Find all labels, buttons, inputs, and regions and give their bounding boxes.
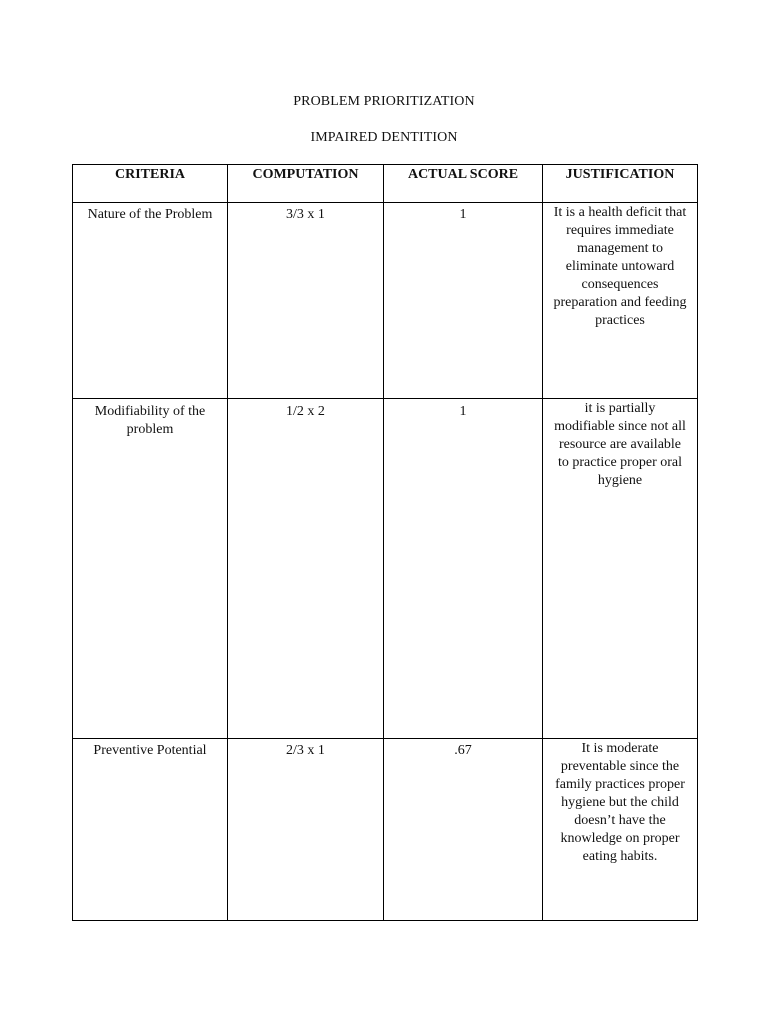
score-text: 1: [459, 404, 467, 419]
criteria-text: Modifiability of the problem: [94, 404, 206, 437]
header-justification: JUSTIFICATION: [543, 165, 698, 203]
justification-text: It is a health deficit that requires immediate management to eliminate untoward consequences preparation and feeding practices: [553, 205, 687, 328]
computation-text: 1/2 x 2: [286, 404, 325, 419]
score-cell: [384, 399, 543, 739]
table-row: [73, 739, 698, 921]
prioritization-table: [72, 164, 698, 921]
score-text: 1: [459, 207, 467, 222]
score-text: .67: [454, 743, 472, 758]
computation-cell: [228, 203, 384, 399]
header-computation: COMPUTATION: [228, 165, 384, 203]
justification-text: it is partially modifiable since not all resource are available to practice proper oral hygiene: [554, 401, 686, 488]
justification-cell: [543, 399, 698, 739]
justification-cell: [543, 739, 698, 921]
criteria-text: Preventive Potential: [93, 743, 207, 758]
score-cell: [384, 203, 543, 399]
computation-text: 2/3 x 1: [286, 743, 325, 758]
justification-text: It is moderate preventable since the family practices proper hygiene but the child doesn’t have the knowledge on proper eating habits.: [555, 741, 685, 864]
criteria-text: Nature of the Problem: [87, 207, 213, 222]
document-title: PROBLEM PRIORITIZATION: [293, 94, 475, 109]
criteria-cell: [73, 739, 228, 921]
computation-cell: [228, 739, 384, 921]
score-cell: [384, 739, 543, 921]
computation-cell: [228, 399, 384, 739]
header-criteria: CRITERIA: [73, 165, 228, 203]
header-actual-score: ACTUAL SCORE: [384, 165, 543, 203]
justification-cell: [543, 203, 698, 399]
criteria-cell: [73, 203, 228, 399]
computation-text: 3/3 x 1: [286, 207, 325, 222]
table-row: [73, 203, 698, 399]
table-header-row: [73, 165, 698, 203]
table-row: [73, 399, 698, 739]
document-subtitle: IMPAIRED DENTITION: [310, 130, 458, 145]
criteria-cell: [73, 399, 228, 739]
